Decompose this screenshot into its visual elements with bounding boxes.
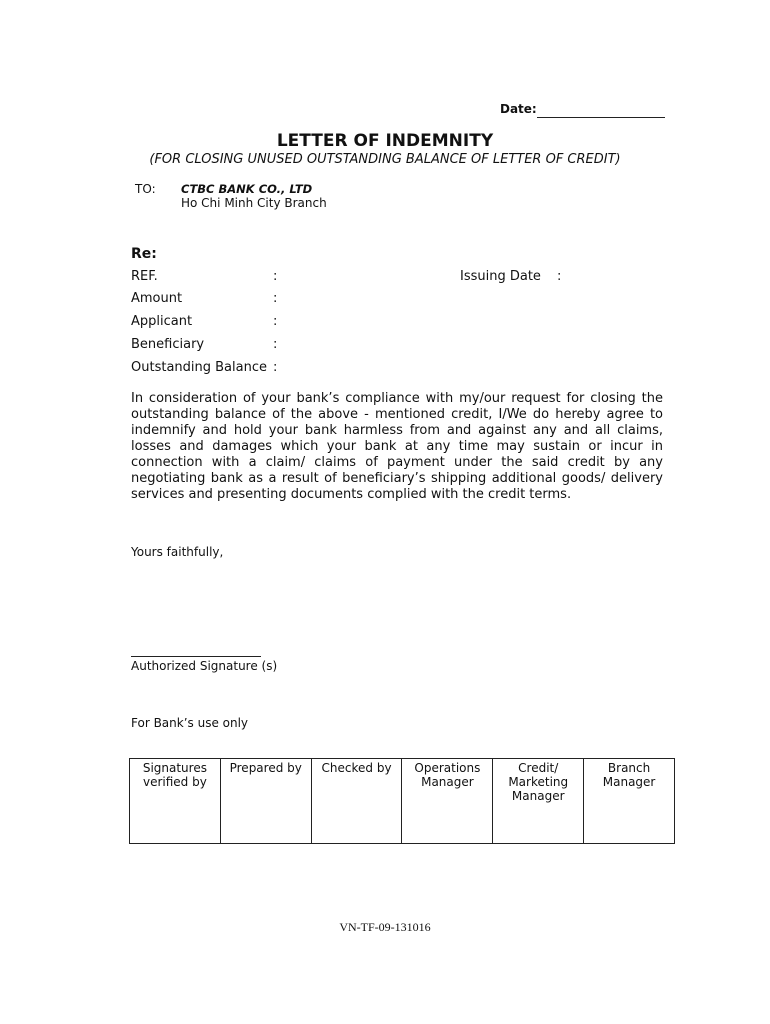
field-colon-amount: : bbox=[273, 291, 278, 306]
column-operations-manager: Operations Manager bbox=[402, 759, 493, 844]
column-branch-manager: Branch Manager bbox=[584, 759, 675, 844]
bank-signature-table bbox=[129, 758, 675, 844]
field-colon-issuing-date: : bbox=[557, 269, 562, 284]
addressee-branch: Ho Chi Minh City Branch bbox=[181, 196, 327, 210]
document-subtitle: (FOR CLOSING UNUSED OUTSTANDING BALANCE OF LETTER OF CREDIT) bbox=[149, 152, 621, 167]
column-signatures-verified-by: Signatures verified by bbox=[130, 759, 221, 844]
field-label-ref: REF. bbox=[131, 269, 158, 284]
indemnity-paragraph: In consideration of your bank’s compliance with my/our request for closing the outstanding balance of the above - mentioned credit, I/We do hereby agree to indemnify and hold your bank harmless from and against any and all claims, losses and damages which your bank at any time may sustain or incur in connection with a claim/ claims of payment under the said credit by any negotiating bank as a result of beneficiary’s shipping additional goods/ delivery services and presenting documents complied with the credit terms. bbox=[131, 391, 663, 502]
addressee-bank-name: CTBC BANK CO., LTD bbox=[181, 182, 313, 196]
column-checked-by: Checked by bbox=[311, 759, 402, 844]
field-label-beneficiary: Beneficiary bbox=[131, 337, 205, 352]
column-credit-marketing-manager: Credit/ Marketing Manager bbox=[493, 759, 584, 844]
field-label-outstanding-balance: Outstanding Balance bbox=[131, 360, 267, 375]
to-label: TO: bbox=[135, 182, 156, 196]
signature-line bbox=[131, 656, 261, 657]
re-label: Re: bbox=[131, 246, 157, 262]
field-colon-outstanding-balance: : bbox=[273, 360, 278, 375]
date-label: Date: bbox=[500, 102, 537, 116]
field-colon-beneficiary: : bbox=[273, 337, 278, 352]
field-colon-applicant: : bbox=[273, 314, 278, 329]
field-label-issuing-date: Issuing Date bbox=[460, 269, 541, 284]
document-code: VN-TF-09-131016 bbox=[339, 920, 431, 934]
column-prepared-by: Prepared by bbox=[220, 759, 311, 844]
document-title: LETTER OF INDEMNITY bbox=[276, 131, 494, 151]
table-row bbox=[130, 759, 675, 844]
bank-use-label: For Bank’s use only bbox=[131, 716, 249, 730]
signature-label: Authorized Signature (s) bbox=[131, 659, 278, 673]
field-colon-ref: : bbox=[273, 269, 278, 284]
field-label-applicant: Applicant bbox=[131, 314, 193, 329]
field-label-amount: Amount bbox=[131, 291, 183, 306]
closing-text: Yours faithfully, bbox=[131, 545, 224, 559]
date-blank-line bbox=[537, 117, 665, 118]
